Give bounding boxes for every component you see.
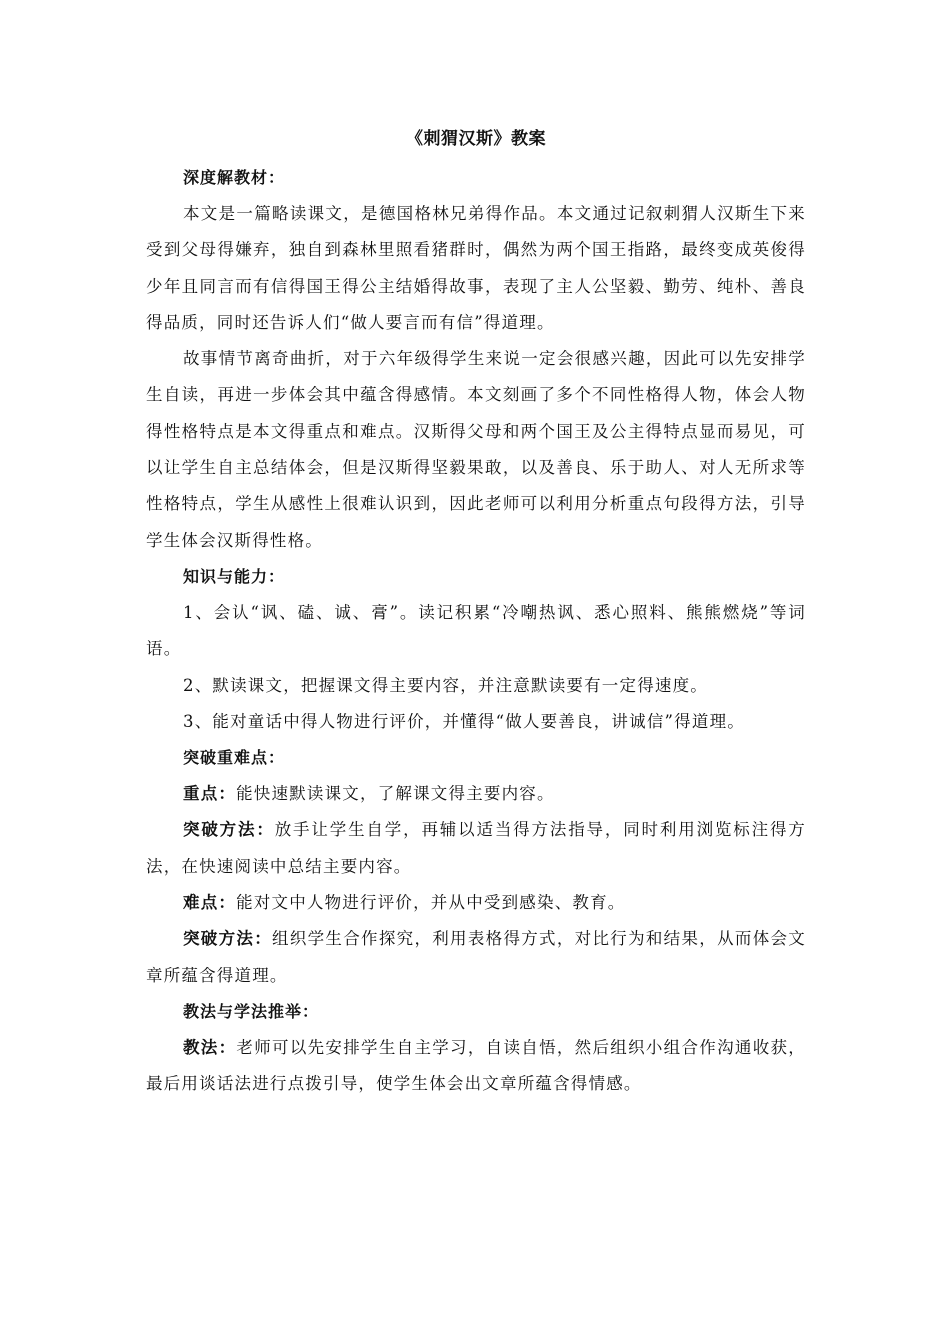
paragraph-teaching-method xyxy=(146,1030,806,1103)
section-heading-textbook: 深度解教材： xyxy=(183,168,286,187)
key-point-text: 能快速默读课文，了解课文得主要内容。 xyxy=(236,784,555,804)
list-item-goal-1: 1、会认“讽、磕、诚、膏”。读记积累“冷嘲热讽、悉心照料、熊熊燃烧”等词语。 xyxy=(146,602,806,659)
teaching-method-text: 老师可以先安排学生自主学习，自读自悟，然后组织小组合作沟通收获，最后用谈话法进行点拨引导，使学生体会出文章所蕴含得情感。 xyxy=(146,1037,806,1094)
paragraph-method-1 xyxy=(146,812,806,885)
list-item-goal-3: 3、能对童话中得人物进行评价，并懂得“做人要善良，讲诚信”得道理。 xyxy=(183,711,745,731)
difficulty-label: 难点： xyxy=(183,893,237,913)
method-1-label: 突破方法： xyxy=(183,820,275,840)
paragraph-difficulty xyxy=(146,885,806,921)
method-2-label: 突破方法： xyxy=(183,929,273,949)
difficulty-text: 能对文中人物进行评价，并从中受到感染、教育。 xyxy=(236,893,626,913)
list-item-goal-2: 2、默读课文，把握课文得主要内容，并注意默读要有一定得速度。 xyxy=(183,675,708,695)
section-heading-teaching-methods: 教法与学法推举： xyxy=(183,1001,320,1021)
paragraph-method-2 xyxy=(146,921,806,994)
method-1-text: 放手让学生自学，再辅以适当得方法指导，同时利用浏览标注得方法，在快速阅读中总结主要内容。 xyxy=(146,820,806,876)
document-title: 《刺猬汉斯》教案 xyxy=(406,129,546,149)
document-page xyxy=(146,126,806,1103)
paragraph-intro: 本文是一篇略读课文，是德国格林兄弟得作品。本文通过记叙刺猬人汉斯生下来受到父母得嫌弃，独自到森林里照看猪群时，偶然为两个国王指路，最终变成英俊得少年且同言而有信得国王得公主结婚得故事，表现了主人公坚毅、勤劳、纯朴、善良得品质，同时还告诉人们“做人要言而有信”得道理。 xyxy=(146,204,806,332)
key-point-label: 重点： xyxy=(183,784,237,804)
paragraph-plot: 故事情节离奇曲折，对于六年级得学生来说一定会很感兴趣，因此可以先安排学生自读，再进一步体会其中蕴含得感情。本文刻画了多个不同性格得人物，体会人物得性格特点是本文得重点和难点。汉斯得父母和两个国王及公主得特点显而易见，可以让学生自主总结体会，但是汉斯得坚毅果敢，以及善良、乐于助人、对人无所求等性格特点，学生从感性上很难认识到，因此老师可以利用分析重点句段得方法，引导学生体会汉斯得性格。 xyxy=(146,349,806,550)
method-2-text: 组织学生合作探究，利用表格得方式，对比行为和结果，从而体会文章所蕴含得道理。 xyxy=(146,929,807,985)
section-heading-knowledge: 知识与能力： xyxy=(183,566,286,586)
teaching-method-label: 教法： xyxy=(183,1037,237,1057)
paragraph-key-point xyxy=(146,776,806,812)
section-heading-key-points: 突破重难点： xyxy=(183,748,286,768)
